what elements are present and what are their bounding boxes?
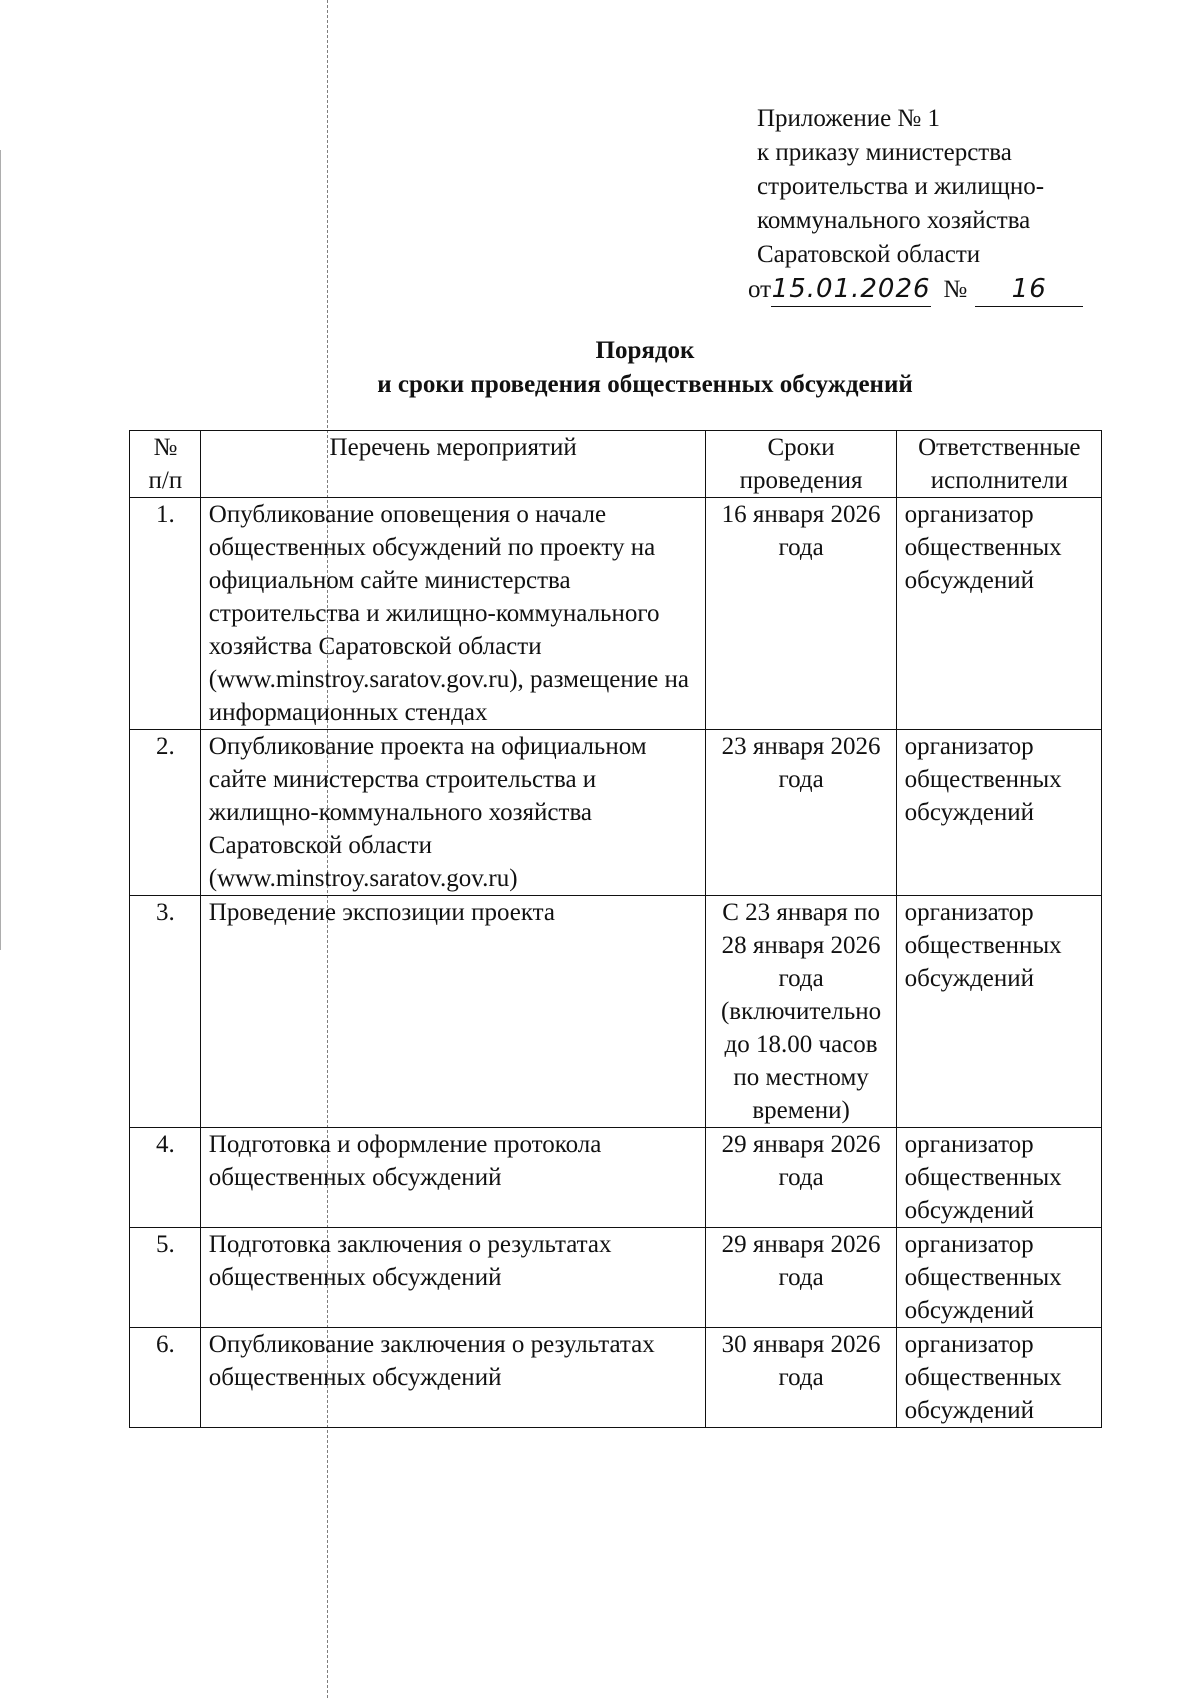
number-label: №	[943, 276, 968, 303]
row-date: 16 января 2026 года	[705, 498, 896, 730]
row-date: 30 января 2026 года	[705, 1328, 896, 1428]
table-row	[130, 1228, 1102, 1328]
row-responsible: организатор общественных обсуждений	[896, 1128, 1101, 1228]
table-row	[130, 896, 1102, 1128]
document-title	[0, 334, 1200, 402]
row-responsible: организатор общественных обсуждений	[896, 1228, 1101, 1328]
header-number	[130, 431, 201, 498]
title-line-2: и сроки проведения общественных обсуждений	[377, 371, 913, 398]
header-dates-line-1: Сроки	[767, 434, 835, 461]
row-activity: Опубликование оповещения о начале общественных обсуждений по проекту на официальном сайте министерства строительства и жилищно-коммунального хозяйства Саратовской области (www.minstroy.saratov.gov.ru), размещение на информационных стендах	[200, 498, 705, 730]
row-date: 29 января 2026 года	[705, 1228, 896, 1328]
schedule-table	[129, 430, 1102, 1428]
row-responsible: организатор общественных обсуждений	[896, 498, 1101, 730]
approval-line-2: к приказу министерства	[757, 139, 1012, 166]
row-number: 5.	[130, 1228, 201, 1328]
row-activity: Подготовка заключения о результатах общественных обсуждений	[200, 1228, 705, 1328]
row-responsible: организатор общественных обсуждений	[896, 730, 1101, 896]
from-label: от	[748, 276, 772, 303]
handwritten-date: 15.01.2026	[771, 272, 931, 307]
row-activity: Проведение экспозиции проекта	[200, 896, 705, 1128]
row-date: 23 января 2026 года	[705, 730, 896, 896]
row-number: 1.	[130, 498, 201, 730]
approval-line-1: Приложение № 1	[757, 105, 941, 132]
approval-line-3: строительства и жилищно-	[757, 173, 1045, 200]
approval-block	[748, 102, 1157, 307]
header-dates-line-2: проведения	[739, 467, 863, 494]
table-row	[130, 730, 1102, 896]
order-date-number-row	[748, 272, 1157, 307]
row-responsible: организатор общественных обсуждений	[896, 1328, 1101, 1428]
table-row	[130, 1128, 1102, 1228]
row-date: 29 января 2026 года	[705, 1128, 896, 1228]
row-responsible: организатор общественных обсуждений	[896, 896, 1101, 1128]
row-activity: Подготовка и оформление протокола общественных обсуждений	[200, 1128, 705, 1228]
table-row	[130, 1328, 1102, 1428]
scan-edge-line	[0, 150, 1, 950]
header-number-line-2: п/п	[148, 467, 183, 494]
header-number-line-1: №	[153, 434, 178, 461]
row-number: 4.	[130, 1128, 201, 1228]
row-activity: Опубликование заключения о результатах общественных обсуждений	[200, 1328, 705, 1428]
header-responsible-line-2: исполнители	[930, 467, 1068, 494]
header-dates	[705, 431, 896, 498]
approval-line-5: Саратовской области	[757, 241, 981, 268]
header-responsible-line-1: Ответственные	[918, 434, 1081, 461]
header-activities	[200, 431, 705, 498]
approval-line-4: коммунального хозяйства	[757, 207, 1031, 234]
row-activity: Опубликование проекта на официальном сайте министерства строительства и жилищно-коммунального хозяйства Саратовской области (www.minstroy.saratov.gov.ru)	[200, 730, 705, 896]
row-number: 3.	[130, 896, 201, 1128]
table-row	[130, 498, 1102, 730]
title-line-1: Порядок	[595, 337, 695, 364]
row-number: 2.	[130, 730, 201, 896]
row-number: 6.	[130, 1328, 201, 1428]
handwritten-number: 16	[975, 272, 1083, 307]
table-header-row	[130, 431, 1102, 498]
header-responsible	[896, 431, 1101, 498]
row-date: С 23 января по 28 января 2026 года (включительно до 18.00 часов по местному времени)	[705, 896, 896, 1128]
header-activities-label: Перечень мероприятий	[329, 434, 577, 461]
